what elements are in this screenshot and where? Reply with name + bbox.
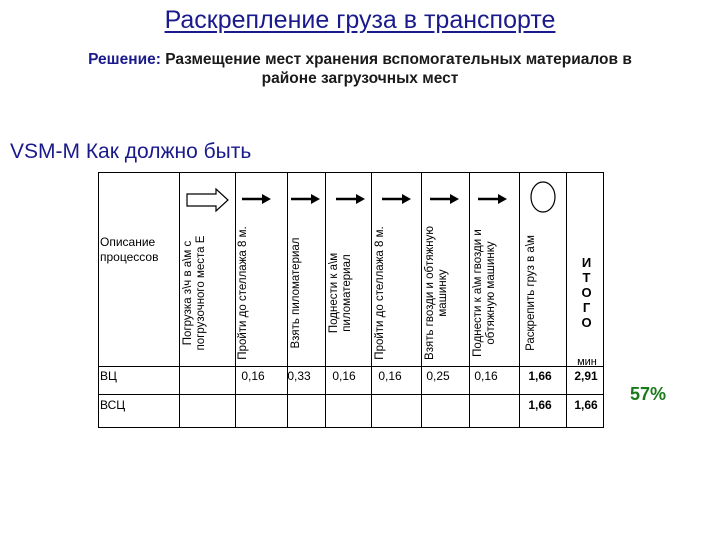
total-unit: мин (577, 356, 597, 368)
vc-value: 0,16 (241, 369, 265, 383)
vc-value: 0,16 (378, 369, 402, 383)
table-col-divider (421, 172, 422, 428)
process-label: Пройти до стеллажа 8 м. (237, 226, 249, 360)
move-arrow-icon (336, 194, 366, 204)
vc-value: 0,16 (474, 369, 498, 383)
table-col-divider (287, 172, 288, 428)
process-label: Взять пиломатериал (290, 237, 302, 349)
table-col-divider (566, 172, 567, 428)
move-arrow-icon (478, 194, 508, 204)
solution-text-line1: Размещение мест хранения вспомогательных материалов в (165, 51, 632, 68)
table-right-border (603, 172, 604, 428)
vc-value: 1,66 (528, 369, 552, 383)
process-label: Раскрепить груз в а\м (525, 235, 537, 351)
improvement-percentage: 57% (630, 384, 667, 404)
table-col-divider (325, 172, 326, 428)
vc-value: 0,25 (426, 369, 450, 383)
solution-text-line2: районе загрузочных мест (261, 70, 459, 87)
solution-subtitle (4, 50, 716, 88)
table-col-divider (371, 172, 372, 428)
table-bottom-border (98, 427, 604, 428)
vsc-value: 1,66 (528, 398, 552, 412)
table-row-divider (98, 394, 604, 395)
row-label-vsc: ВСЦ (100, 398, 126, 412)
vc-total: 2,91 (574, 369, 598, 383)
table-col-divider (235, 172, 236, 428)
solution-label: Решение: (88, 51, 161, 68)
vsc-total: 1,66 (574, 398, 598, 412)
table-left-border (98, 172, 99, 428)
table-col-divider (519, 172, 520, 428)
move-arrow-icon (242, 194, 272, 204)
vc-value: 0,16 (332, 369, 356, 383)
process-label: Взять гвозди и обтяжную машинку (424, 226, 449, 360)
table-row-divider (98, 366, 604, 367)
table-col-divider (179, 172, 180, 428)
table-top-border (98, 172, 604, 173)
transport-arrow-icon (186, 188, 230, 212)
move-arrow-icon (430, 194, 460, 204)
process-label: Погрузка з\ч в а\м с погрузочного места Е (182, 235, 207, 351)
move-arrow-icon (291, 194, 321, 204)
move-arrow-icon (382, 194, 412, 204)
operation-circle-icon (529, 180, 557, 214)
section-heading: VSM-M Как должно быть (10, 140, 252, 163)
table-col-divider (469, 172, 470, 428)
page-title: Раскрепление груза в транспорте (164, 6, 556, 34)
process-label: Пройти до стеллажа 8 м. (374, 226, 386, 360)
process-description-header: Описание процессов (100, 235, 159, 264)
row-label-vc: ВЦ (100, 369, 117, 383)
vc-value: 0,33 (287, 369, 311, 383)
process-label: Поднести к а\м пиломатериал (328, 252, 353, 334)
total-label: И Т О Г О (581, 255, 593, 330)
process-label: Поднести к а\м гвозди и обтяжную машинку (472, 229, 497, 357)
